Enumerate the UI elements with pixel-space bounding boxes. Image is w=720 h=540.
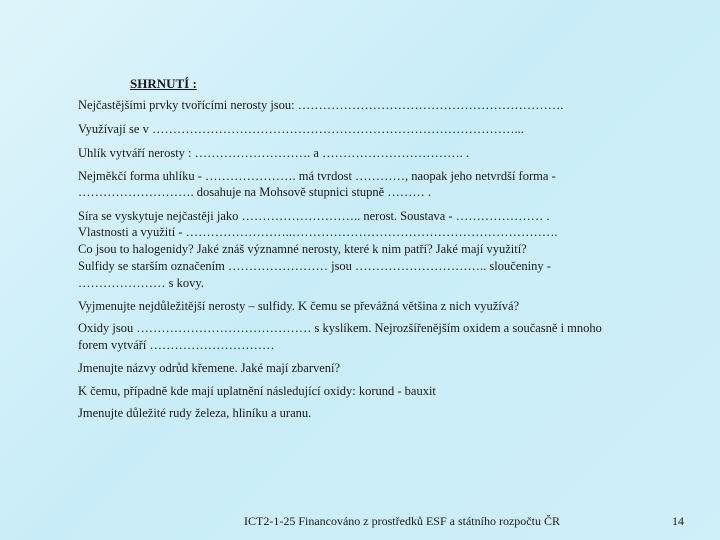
- text-line: forem vytváří …………………………: [78, 338, 275, 352]
- text-line: Sulfidy se starším označením …………………… jsou ………………………….. sloučeniny -: [78, 259, 551, 273]
- text-line: ………………………. dosahuje na Mohsově stupnici stupně ……… .: [78, 185, 432, 199]
- page-number: 14: [672, 514, 684, 528]
- text-line: Nejčastějšími prvky tvořícími nerosty jsou: ……………………………………………………….: [78, 98, 564, 112]
- text-line: Jmenujte důležité rudy železa, hliníku a uranu.: [78, 406, 312, 420]
- text-line: Uhlík vytváří nerosty : ………………………. a ……………………………. .: [78, 146, 469, 160]
- text-line: ………………… s kovy.: [78, 276, 204, 290]
- text-line: Jmenujte názvy odrůd křemene. Jaké mají zbarvení?: [78, 361, 341, 375]
- summary-heading: SHRNUTÍ :: [130, 76, 197, 91]
- text-line: Využívají se v ……………………………………………………………………………...: [78, 122, 524, 136]
- text-line: Nejměkčí forma uhlíku - …………………. má tvrdost …………, naopak jeho netvrdší forma -: [78, 169, 556, 183]
- text-line: K čemu, případně kde mají uplatnění následující oxidy: korund - bauxit: [78, 384, 436, 398]
- text-line: Síra se vyskytuje nejčastěji jako ……………………….. nerost. Soustava - ………………… .: [78, 209, 550, 223]
- footer-text: ICT2-1-25 Financováno z prostředků ESF a státního rozpočtu ČR: [244, 514, 560, 528]
- text-line: Co jsou to halogenidy? Jaké znáš významné nerosty, které k nim patří? Jaké mají využití?: [78, 242, 527, 256]
- text-line: Oxidy jsou …………………………………… s kyslíkem. Nejrozšířenějším oxidem a současně i mnoho: [78, 321, 602, 335]
- text-line: Vlastnosti a využití - ……………………..……………………………………………………….: [78, 225, 558, 239]
- text-line: Vyjmenujte nejdůležitější nerosty – sulfidy. K čemu se převážná většina z nich využívá?: [78, 299, 520, 313]
